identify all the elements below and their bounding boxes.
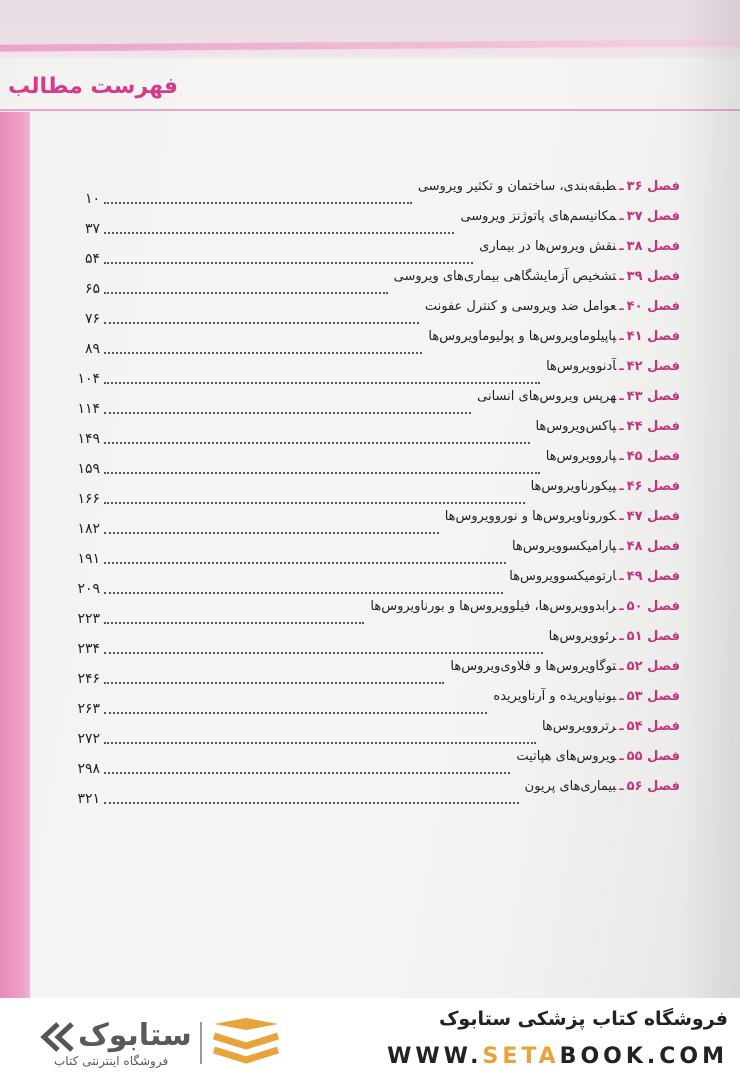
toc-chapter-label: فصل ۴۰	[626, 299, 680, 314]
toc-chapter-title: مکانیسم‌های پاتوژنز ویروسی	[460, 209, 617, 224]
toc-chapter-title: رابدوویروس‌ها، فیلوویروس‌ها و بورناویروس‌ها	[370, 599, 617, 614]
toc-chapter-label: فصل ۵۱	[626, 629, 680, 644]
toc-row	[60, 598, 680, 628]
toc-row	[60, 478, 680, 508]
toc-leader-dots	[104, 322, 419, 324]
toc-separator: ـ	[619, 509, 624, 524]
toc-entry	[479, 239, 680, 254]
toc-chapter-title: آدنوویروس‌ها	[546, 359, 617, 374]
toc-entry	[460, 209, 680, 224]
toc-chapter-title: رتروویروس‌ها	[541, 719, 617, 734]
toc-leader-dots	[104, 802, 519, 804]
logo-divider	[200, 1022, 202, 1064]
toc-entry	[549, 629, 680, 644]
toc-leader-dots	[104, 772, 510, 774]
toc-chapter-title: تشخیص آزمایشگاهی بیماری‌های ویروسی	[393, 269, 617, 284]
toc-chapter-title: نقش ویروس‌ها در بیماری	[479, 239, 617, 254]
toc-entry	[493, 689, 680, 704]
toc-separator: ـ	[619, 779, 624, 794]
toc-separator: ـ	[619, 179, 624, 194]
toc-chapter-title: طبقه‌بندی، ساختمان و تکثیر ویروسی	[417, 179, 617, 194]
toc-leader-dots	[104, 382, 540, 384]
toc-entry	[531, 479, 680, 494]
toc-page-number: ۲۴۶	[77, 671, 100, 687]
toc-page-number: ۱۹۱	[77, 551, 100, 567]
toc-row	[60, 658, 680, 688]
toc-entry	[546, 359, 680, 374]
toc-chapter-title: پاپیلوماویروس‌ها و پولیوماویروس‌ها	[428, 329, 617, 344]
page-shadow	[680, 0, 740, 998]
toc-chapter-label: فصل ۳۹	[626, 269, 680, 284]
toc-page-number: ۳۷	[84, 221, 100, 237]
toc-chapter-label: فصل ۴۳	[626, 389, 680, 404]
toc-entry	[394, 269, 680, 284]
toc-row	[60, 178, 680, 208]
table-of-contents	[60, 178, 680, 808]
shop-url[interactable]	[387, 1044, 728, 1069]
page-title: فهرست مطالب	[8, 74, 179, 99]
toc-chapter-label: فصل ۳۷	[626, 209, 680, 224]
toc-chapter-title: پارامیکسوویروس‌ها	[512, 539, 617, 554]
toc-page-number: ۲۳۴	[77, 641, 100, 657]
toc-row	[60, 298, 680, 328]
toc-row	[60, 688, 680, 718]
toc-chapter-title: بونیاویریده و آرناویریده	[493, 689, 617, 704]
toc-separator: ـ	[619, 749, 624, 764]
toc-separator: ـ	[619, 689, 624, 704]
toc-page-number: ۱۶۶	[77, 491, 100, 507]
toc-chapter-title: توگاویروس‌ها و فلاوی‌ویروس‌ها	[450, 659, 617, 674]
toc-page-number: ۲۷۲	[77, 731, 100, 747]
toc-row	[60, 568, 680, 598]
toc-chapter-label: فصل ۴۵	[626, 449, 680, 464]
toc-leader-dots	[104, 592, 503, 594]
toc-page-number: ۸۹	[84, 341, 100, 357]
toc-chapter-label: فصل ۴۴	[626, 419, 680, 434]
toc-row	[60, 388, 680, 418]
toc-row	[60, 778, 680, 808]
toc-chapter-title: پیکورناویروس‌ها	[530, 479, 617, 494]
toc-entry	[516, 749, 680, 764]
toc-chapter-label: فصل ۴۱	[626, 329, 680, 344]
toc-entry	[445, 509, 680, 524]
toc-entry	[546, 449, 680, 464]
logo-subtitle: فروشگاه اینترنتی کتاب	[54, 1054, 169, 1068]
toc-chapter-title: هرپس ویروس‌های انسانی	[477, 389, 617, 404]
toc-row	[60, 358, 680, 388]
toc-chapter-label: فصل ۵۳	[626, 689, 680, 704]
toc-chapter-title: بیماری‌های پریون	[524, 779, 617, 794]
toc-separator: ـ	[619, 539, 624, 554]
toc-row	[60, 418, 680, 448]
setabook-logo	[40, 1018, 192, 1068]
toc-chapter-title: پاکس‌ویروس‌ها	[535, 419, 617, 434]
url-prefix: WWW.	[387, 1044, 483, 1069]
toc-chapter-label: فصل ۴۷	[626, 509, 680, 524]
toc-chapter-label: فصل ۴۲	[626, 359, 680, 374]
toc-chapter-title: کوروناویروس‌ها و نوروویروس‌ها	[444, 509, 617, 524]
toc-leader-dots	[104, 202, 412, 204]
toc-chapter-label: فصل ۳۶	[626, 179, 680, 194]
pink-side-strip	[0, 112, 30, 998]
title-underline	[0, 109, 740, 111]
toc-separator: ـ	[619, 659, 624, 674]
toc-chapter-label: فصل ۵۵	[626, 749, 680, 764]
toc-entry	[525, 779, 680, 794]
toc-chapter-title: ویروس‌های هپاتیت	[516, 749, 617, 764]
toc-entry	[450, 659, 680, 674]
toc-leader-dots	[104, 262, 473, 264]
toc-row	[60, 208, 680, 238]
url-highlight: SETA	[482, 1044, 560, 1069]
toc-leader-dots	[104, 742, 536, 744]
toc-leader-dots	[104, 442, 530, 444]
toc-leader-dots	[104, 412, 471, 414]
toc-page-number: ۱۰	[84, 191, 100, 207]
toc-row	[60, 238, 680, 268]
toc-page-number: ۱۱۴	[77, 401, 100, 417]
toc-page-number: ۶۵	[84, 281, 100, 297]
toc-chapter-label: فصل ۵۶	[626, 779, 680, 794]
toc-chapter-title: پاروویروس‌ها	[545, 449, 617, 464]
toc-entry	[428, 329, 680, 344]
toc-row	[60, 448, 680, 478]
toc-entry	[512, 539, 680, 554]
toc-row	[60, 718, 680, 748]
toc-chapter-label: فصل ۴۸	[626, 539, 680, 554]
toc-chapter-label: فصل ۵۰	[626, 599, 680, 614]
toc-chapter-label: فصل ۴۹	[626, 569, 680, 584]
toc-separator: ـ	[619, 599, 624, 614]
url-suffix: BOOK.COM	[559, 1044, 728, 1069]
toc-separator: ـ	[619, 389, 624, 404]
toc-leader-dots	[104, 652, 543, 654]
toc-chapter-label: فصل ۵۲	[626, 659, 680, 674]
toc-row	[60, 748, 680, 778]
toc-chapter-label: فصل ۵۴	[626, 719, 680, 734]
toc-leader-dots	[104, 682, 444, 684]
toc-leader-dots	[104, 502, 525, 504]
toc-separator: ـ	[619, 449, 624, 464]
toc-separator: ـ	[619, 209, 624, 224]
toc-entry	[370, 599, 680, 614]
toc-page-number: ۱۴۹	[77, 431, 100, 447]
toc-entry	[509, 569, 680, 584]
chevron-left-icon	[38, 1020, 78, 1054]
book-stack-icon	[210, 1016, 282, 1066]
toc-page-number: ۱۸۲	[77, 521, 100, 537]
footer-banner	[0, 998, 740, 1080]
toc-leader-dots	[104, 562, 506, 564]
toc-row	[60, 628, 680, 658]
toc-leader-dots	[104, 532, 439, 534]
toc-separator: ـ	[619, 239, 624, 254]
toc-chapter-title: ارتومیکسوویروس‌ها	[509, 569, 617, 584]
toc-page-number: ۲۲۳	[77, 611, 100, 627]
toc-entry	[418, 179, 680, 194]
toc-separator: ـ	[619, 359, 624, 374]
toc-leader-dots	[104, 622, 364, 624]
toc-page-number: ۲۹۸	[77, 761, 100, 777]
logo-word: ستابوک	[78, 1018, 192, 1053]
toc-leader-dots	[104, 712, 487, 714]
toc-page-number: ۷۶	[84, 311, 100, 327]
toc-entry	[536, 419, 680, 434]
toc-chapter-title: رئوویروس‌ها	[548, 629, 617, 644]
toc-row	[60, 328, 680, 358]
toc-page-number: ۱۵۹	[77, 461, 100, 477]
toc-separator: ـ	[619, 479, 624, 494]
toc-page-number: ۲۶۳	[77, 701, 100, 717]
toc-leader-dots	[104, 352, 422, 354]
toc-separator: ـ	[619, 299, 624, 314]
toc-row	[60, 538, 680, 568]
toc-separator: ـ	[619, 419, 624, 434]
toc-entry	[477, 389, 680, 404]
toc-separator: ـ	[619, 569, 624, 584]
toc-row	[60, 508, 680, 538]
toc-page-number: ۱۰۴	[77, 371, 100, 387]
toc-page-number: ۵۴	[84, 251, 100, 267]
toc-page-number: ۲۰۹	[77, 581, 100, 597]
toc-row	[60, 268, 680, 298]
toc-chapter-title: عوامل ضد ویروسی و کنترل عفونت	[424, 299, 617, 314]
shop-name: فروشگاه کتاب پزشکی ستابوک	[438, 1008, 728, 1030]
toc-separator: ـ	[619, 269, 624, 284]
toc-chapter-label: فصل ۳۸	[626, 239, 680, 254]
toc-entry	[425, 299, 680, 314]
toc-separator: ـ	[619, 629, 624, 644]
toc-page-number: ۳۲۱	[77, 791, 100, 807]
toc-entry	[542, 719, 680, 734]
toc-separator: ـ	[619, 719, 624, 734]
toc-leader-dots	[104, 472, 540, 474]
toc-leader-dots	[104, 292, 388, 294]
toc-chapter-label: فصل ۴۶	[626, 479, 680, 494]
toc-separator: ـ	[619, 329, 624, 344]
toc-leader-dots	[104, 232, 454, 234]
